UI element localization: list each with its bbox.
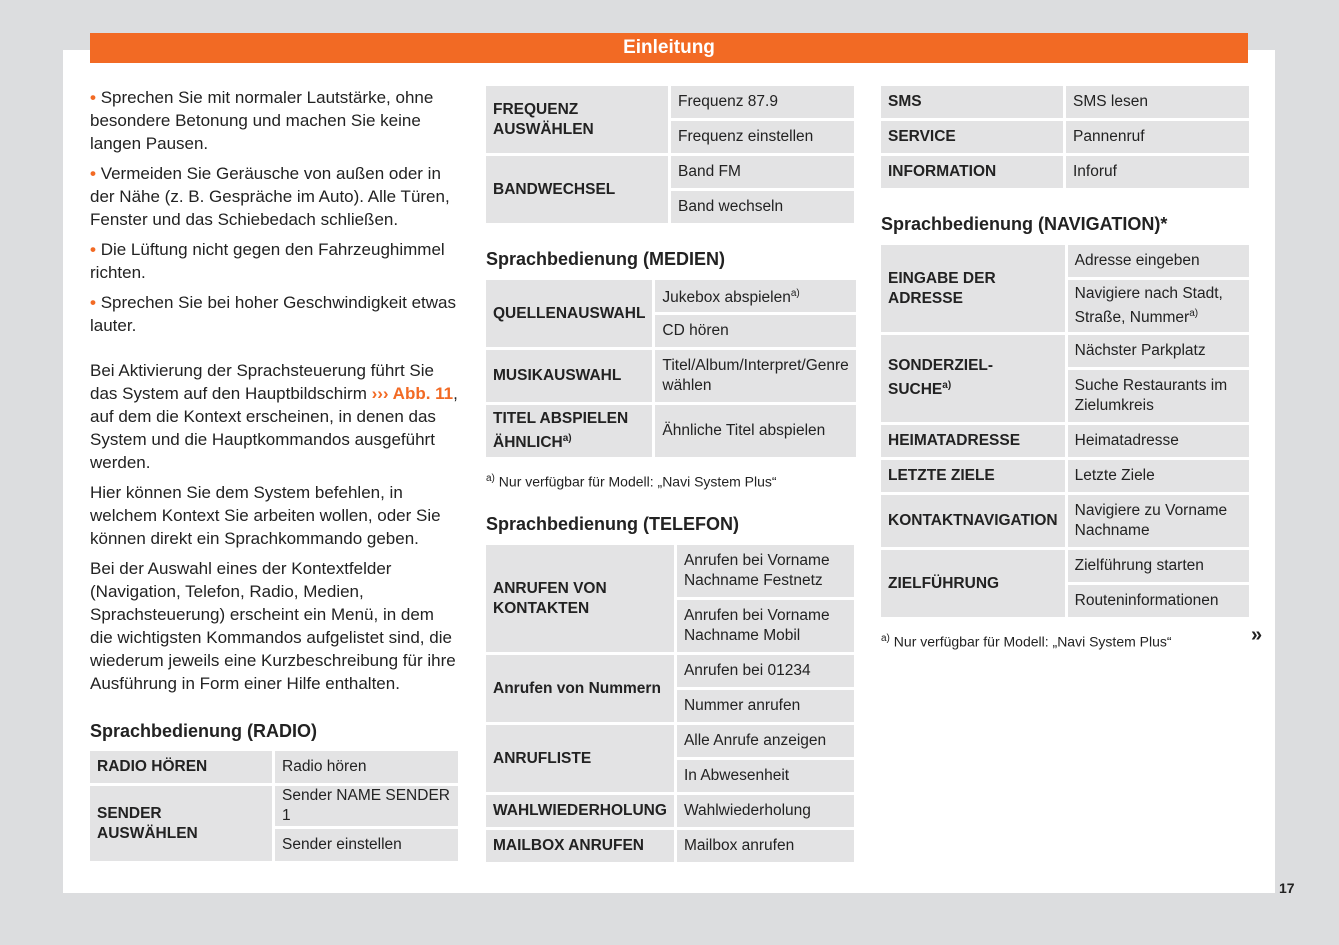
command-value-text: Nummer anrufen — [683, 697, 801, 714]
command-key — [881, 121, 1063, 153]
command-key-text: INFORMATION — [888, 163, 997, 180]
section-heading: Sprachbedienung (NAVIGATION)* — [881, 214, 1168, 234]
command-value — [1066, 86, 1249, 118]
paragraph: Bei der Auswahl eines der Kontextfelder (Navigation, Telefon, Radio, Medien, Sprachsteuerung) erscheint ein Menü, in dem die wichtigsten Kommandos aufgelistet sind, die wiederum jeweils eine Kurzbeschreibung für ihre Ausführung in Form einer Hilfe enthalten. — [90, 559, 456, 693]
command-value-text: Jukebox abspielen — [662, 289, 791, 307]
table-wrapper — [90, 748, 458, 864]
command-key — [881, 156, 1063, 188]
command-key — [486, 545, 674, 652]
command-value-text: Adresse eingeben — [1074, 252, 1200, 269]
bullet-text: Sprechen Sie mit normaler Lautstärke, ohne besondere Betonung und machen Sie keine langen Pausen. — [90, 88, 434, 153]
table-row — [486, 830, 854, 862]
chapter-header: Einleitung — [90, 33, 1248, 63]
figure-link[interactable]: ››› Abb. 11 — [371, 384, 454, 403]
command-key-text: WAHLWIEDERHOLUNG — [493, 802, 667, 819]
page-number: 17 — [1279, 880, 1295, 896]
table-row — [486, 655, 854, 687]
intro-text — [90, 86, 458, 702]
command-value-text: Nächster Parkplatz — [1074, 342, 1206, 359]
table-row — [881, 460, 1249, 492]
command-key — [881, 550, 1065, 617]
command-key — [881, 460, 1065, 492]
bullet-item — [90, 238, 458, 284]
command-key-text: SENDER AUSWÄHLEN — [97, 804, 198, 842]
command-value — [677, 830, 854, 862]
command-value-text: Frequenz einstellen — [678, 128, 814, 145]
table-row — [90, 786, 458, 826]
table-wrapper — [486, 277, 854, 460]
section-heading: Sprachbedienung (RADIO) — [90, 721, 318, 741]
bullet-icon: • — [90, 240, 96, 259]
bullet-icon: • — [90, 164, 96, 183]
command-value — [1068, 585, 1249, 617]
command-key-text: MUSIKAUSWAHL — [493, 367, 622, 384]
command-value-text: Navigiere zu Vorname Nachname — [1074, 502, 1228, 539]
command-key-text: RADIO HÖREN — [97, 758, 208, 775]
command-key — [881, 495, 1065, 547]
command-key — [486, 830, 674, 862]
command-value-text: Titel/Album/Interpret/Genre wählen — [662, 357, 849, 394]
table-row — [486, 350, 856, 402]
command-value — [1068, 370, 1249, 422]
section-heading: Sprachbedienung (MEDIEN) — [486, 249, 726, 269]
footnote — [486, 470, 854, 491]
section-heading: Sprachbedienung (TELEFON) — [486, 514, 740, 534]
command-value-text: CD hören — [662, 322, 729, 339]
command-value-text: Frequenz 87.9 — [678, 93, 778, 110]
paragraph-text: , auf dem die Kontext erscheinen, in denen das System und die Hauptkommandos ausgeführt werden. — [90, 384, 458, 472]
command-value-text: Alle Anrufe anzeigen — [683, 732, 827, 749]
section-medien — [486, 249, 854, 491]
command-key — [881, 86, 1063, 118]
bullet-text: Sprechen Sie bei hoher Geschwindigkeit etwas lauter. — [90, 293, 457, 335]
command-value-text: Heimatadresse — [1074, 432, 1179, 449]
table-row — [881, 495, 1249, 547]
command-value — [655, 350, 855, 402]
command-table — [483, 277, 859, 460]
command-key — [881, 245, 1065, 332]
command-value-text: In Abwesenheit — [683, 767, 790, 784]
footnote-ref: a) — [562, 432, 572, 444]
table-row — [486, 545, 854, 597]
command-key-text: SERVICE — [888, 128, 956, 145]
footnote-ref: a) — [942, 380, 952, 392]
command-value — [655, 405, 855, 457]
command-value — [677, 795, 854, 827]
command-key — [486, 655, 674, 722]
command-value-text: Suche Restaurants im Zielumkreis — [1074, 377, 1228, 414]
command-value — [1066, 156, 1249, 188]
command-value-text: Radio hören — [282, 758, 367, 775]
continue-arrow-icon: » — [1251, 624, 1263, 646]
command-value — [275, 751, 458, 783]
command-value-text: Anrufen bei 01234 — [683, 662, 811, 679]
footnote — [881, 630, 1249, 651]
bullet-item — [90, 291, 458, 337]
table-row — [486, 156, 854, 188]
command-key — [90, 786, 272, 861]
command-value-text: Wahlwiederholung — [683, 802, 811, 819]
command-key-text: EINGABE DER ADRESSE — [888, 269, 996, 307]
command-value — [671, 121, 854, 153]
table-row — [881, 335, 1249, 367]
table-row — [486, 86, 854, 118]
table-row — [881, 86, 1249, 118]
table-wrapper — [881, 83, 1249, 191]
bullet-icon: • — [90, 88, 96, 107]
footnote-mark: a) — [486, 473, 495, 484]
command-value — [1066, 121, 1249, 153]
paragraph: Hier können Sie dem System befehlen, in welchem Kontext Sie arbeiten wollen, oder Sie können direkt ein Sprachkommando geben. — [90, 483, 441, 548]
command-table — [87, 748, 461, 864]
command-value — [671, 86, 854, 118]
command-value-text: Letzte Ziele — [1074, 467, 1155, 484]
command-key — [486, 405, 652, 457]
command-value-text: Sender einstellen — [282, 836, 402, 853]
command-value — [677, 600, 854, 652]
table-wrapper — [486, 83, 854, 226]
command-key — [486, 86, 668, 153]
bullet-icon: • — [90, 293, 96, 312]
table-row — [881, 245, 1249, 277]
command-value — [1068, 245, 1249, 277]
table-wrapper — [486, 542, 854, 865]
table-row — [881, 156, 1249, 188]
command-value — [671, 156, 854, 188]
command-value — [1068, 280, 1249, 332]
command-key — [90, 751, 272, 783]
command-table — [878, 83, 1252, 191]
section-telefon — [486, 514, 854, 862]
command-value — [275, 786, 458, 826]
command-table — [483, 83, 857, 226]
section-radio-cont — [486, 86, 854, 223]
command-value — [671, 191, 854, 223]
command-key-text: ANRUFEN VON KONTAKTEN — [493, 579, 607, 617]
command-key-text: LETZTE ZIELE — [888, 467, 995, 484]
command-key-text: QUELLENAUSWAHL — [493, 304, 646, 322]
command-value — [1068, 335, 1249, 367]
command-key-text: KONTAKTNAVIGATION — [888, 512, 1058, 529]
command-value — [1068, 550, 1249, 582]
command-value-text: Routeninformationen — [1074, 592, 1219, 609]
command-value — [677, 545, 854, 597]
command-value-text: Mailbox anrufen — [683, 837, 795, 854]
table-row — [881, 121, 1249, 153]
table-row — [486, 795, 854, 827]
table-row — [881, 550, 1249, 582]
footnote-ref: a) — [790, 287, 800, 299]
command-key-text: TITEL ABSPIELEN ÄHNLICH — [493, 409, 629, 452]
command-table — [483, 542, 857, 865]
command-value-text: SMS lesen — [1073, 93, 1148, 110]
command-value — [275, 829, 458, 861]
table-wrapper — [881, 242, 1249, 620]
command-table — [878, 242, 1252, 620]
command-value — [677, 725, 854, 757]
command-key-text: ANRUFLISTE — [493, 749, 592, 767]
command-value — [677, 760, 854, 792]
command-value-text: Zielführung starten — [1074, 557, 1204, 574]
command-key — [486, 350, 652, 402]
command-key-text: HEIMATADRESSE — [888, 432, 1021, 449]
section-navigation — [881, 214, 1249, 651]
command-value-text: Sender NAME SENDER 1 — [282, 787, 450, 824]
paragraph-text: Bei Aktivierung der Sprachsteuerung führt Sie das System auf den Hauptbildschirm — [90, 361, 434, 403]
table-row — [486, 405, 856, 457]
command-key — [486, 156, 668, 223]
section-telefon-cont — [881, 86, 1249, 188]
section-radio — [90, 721, 458, 861]
footnote-ref: a) — [1189, 307, 1199, 319]
command-value — [655, 280, 855, 312]
command-value-text: Anrufen bei Vorname Nachname Festnetz — [683, 552, 830, 589]
table-row — [486, 280, 856, 312]
table-row — [486, 725, 854, 757]
command-key-text: SONDERZIEL- SUCHE — [888, 357, 994, 399]
command-key-text: MAILBOX ANRUFEN — [493, 837, 644, 854]
command-key-text: Anrufen von Nummern — [493, 679, 661, 697]
command-key — [486, 795, 674, 827]
command-value-text: Band FM — [678, 163, 741, 180]
command-value-text: Navigiere nach Stadt, Straße, Nummer — [1074, 284, 1223, 327]
command-key-text: BANDWECHSEL — [493, 180, 616, 198]
command-key — [486, 280, 652, 347]
table-row — [90, 751, 458, 783]
command-key-text: ZIELFÜHRUNG — [888, 574, 1000, 592]
command-key-text: FREQUENZ AUSWÄHLEN — [493, 100, 594, 138]
command-key-text: SMS — [888, 93, 922, 110]
command-value — [1068, 495, 1249, 547]
command-key — [486, 725, 674, 792]
command-value-text: Band wechseln — [678, 198, 784, 215]
footnote-text: Nur verfügbar für Modell: „Navi System Plus“ — [498, 473, 777, 490]
bullet-item — [90, 162, 458, 231]
command-value-text: Pannenruf — [1073, 128, 1145, 145]
command-value — [655, 315, 855, 347]
paragraph — [90, 359, 458, 474]
command-value-text: Inforuf — [1073, 163, 1117, 180]
footnote-text: Nur verfügbar für Modell: „Navi System Plus“ — [893, 633, 1172, 650]
command-value — [1068, 425, 1249, 457]
command-value-text: Ähnliche Titel abspielen — [662, 422, 826, 439]
footnote-mark: a) — [881, 633, 890, 644]
command-value — [677, 655, 854, 687]
command-value — [1068, 460, 1249, 492]
command-key — [881, 425, 1065, 457]
command-value-text: Anrufen bei Vorname Nachname Mobil — [683, 607, 830, 644]
bullet-text: Die Lüftung nicht gegen den Fahrzeughimmel richten. — [90, 240, 445, 282]
command-key — [881, 335, 1065, 422]
bullet-item — [90, 86, 458, 155]
bullet-text: Vermeiden Sie Geräusche von außen oder in der Nähe (z. B. Gespräche im Auto). Alle Türen, Fenster und das Schiebedach schließen. — [90, 164, 450, 229]
command-value — [677, 690, 854, 722]
table-row — [881, 425, 1249, 457]
